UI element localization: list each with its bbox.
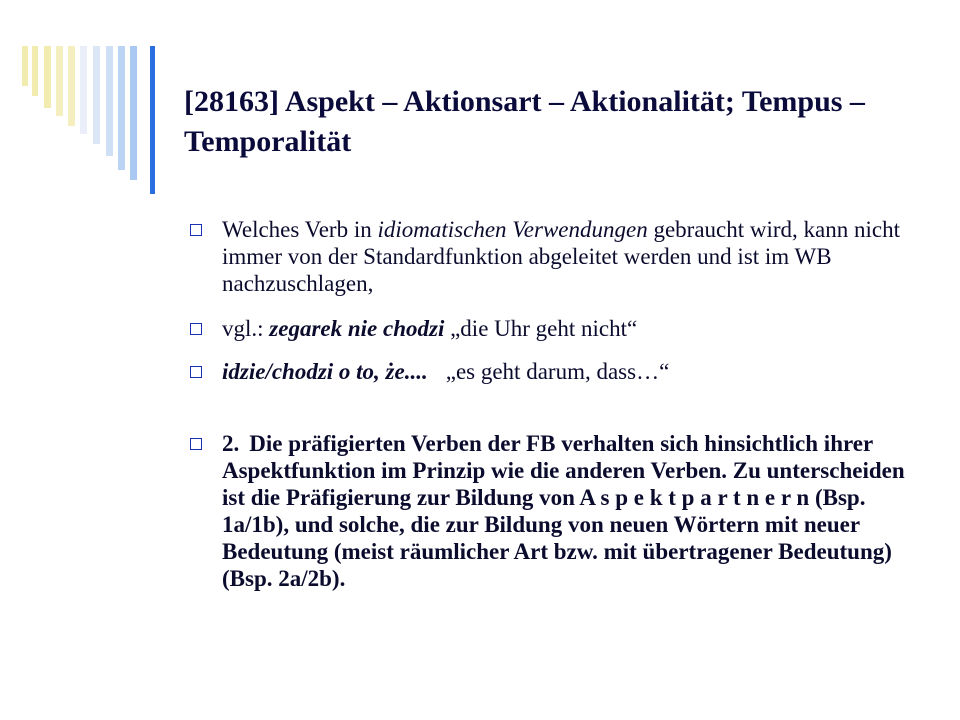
slide-title: [28163] Aspekt – Aktionsart – Aktionalität; Tempus – Temporalität [184,85,865,158]
bullet-number: 2. [222,431,240,456]
square-bullet-icon [190,438,202,450]
bullet-item-idiomatic [188,216,908,297]
decorative-stripes [0,0,170,200]
bullet-text-part1: Die präfigierten Verben der FB verhalten sich hinsichtlich ihrer Aspektfunktion im Prinzip wie die anderen Verben. Zu unterscheiden ist die Präfigierung zur Bildung von [222,431,905,510]
polish-example: idzie/chodzi o to, że.... [222,359,428,384]
square-bullet-icon [190,224,202,236]
square-bullet-icon [190,366,202,378]
german-translation: „die Uhr geht nicht“ [444,316,638,341]
bullet-text-pre: vgl.: [222,316,270,341]
square-bullet-icon [190,323,202,335]
bullet-text-part2: (Bsp. 1a/1b), und solche, die zur Bildung von neuen Wörtern mit neuer Bedeutung (meist räumlicher Art bzw. mit übertragener Bedeutung) (Bsp. 2a/2b). [222,485,892,591]
bullet-text-emphasis: idiomatischen Verwendungen [377,217,648,242]
bullet-text-post: gebraucht wird, kann nicht immer von der Standardfunktion abgeleitet werden und ist im WB nachzuschlagen, [222,217,900,296]
bullet-item-prefixed-verbs [188,430,908,592]
german-translation: „es geht darum, dass…“ [445,359,670,384]
bullet-item-example-1 [188,315,908,342]
polish-example: zegarek nie chodzi [269,316,445,341]
spaced-term: A s p e k t p a r t n e r n [579,485,810,510]
bullet-list [188,216,908,592]
bullet-text-pre: Welches Verb in [222,217,378,242]
bullet-item-example-2 [188,358,908,385]
